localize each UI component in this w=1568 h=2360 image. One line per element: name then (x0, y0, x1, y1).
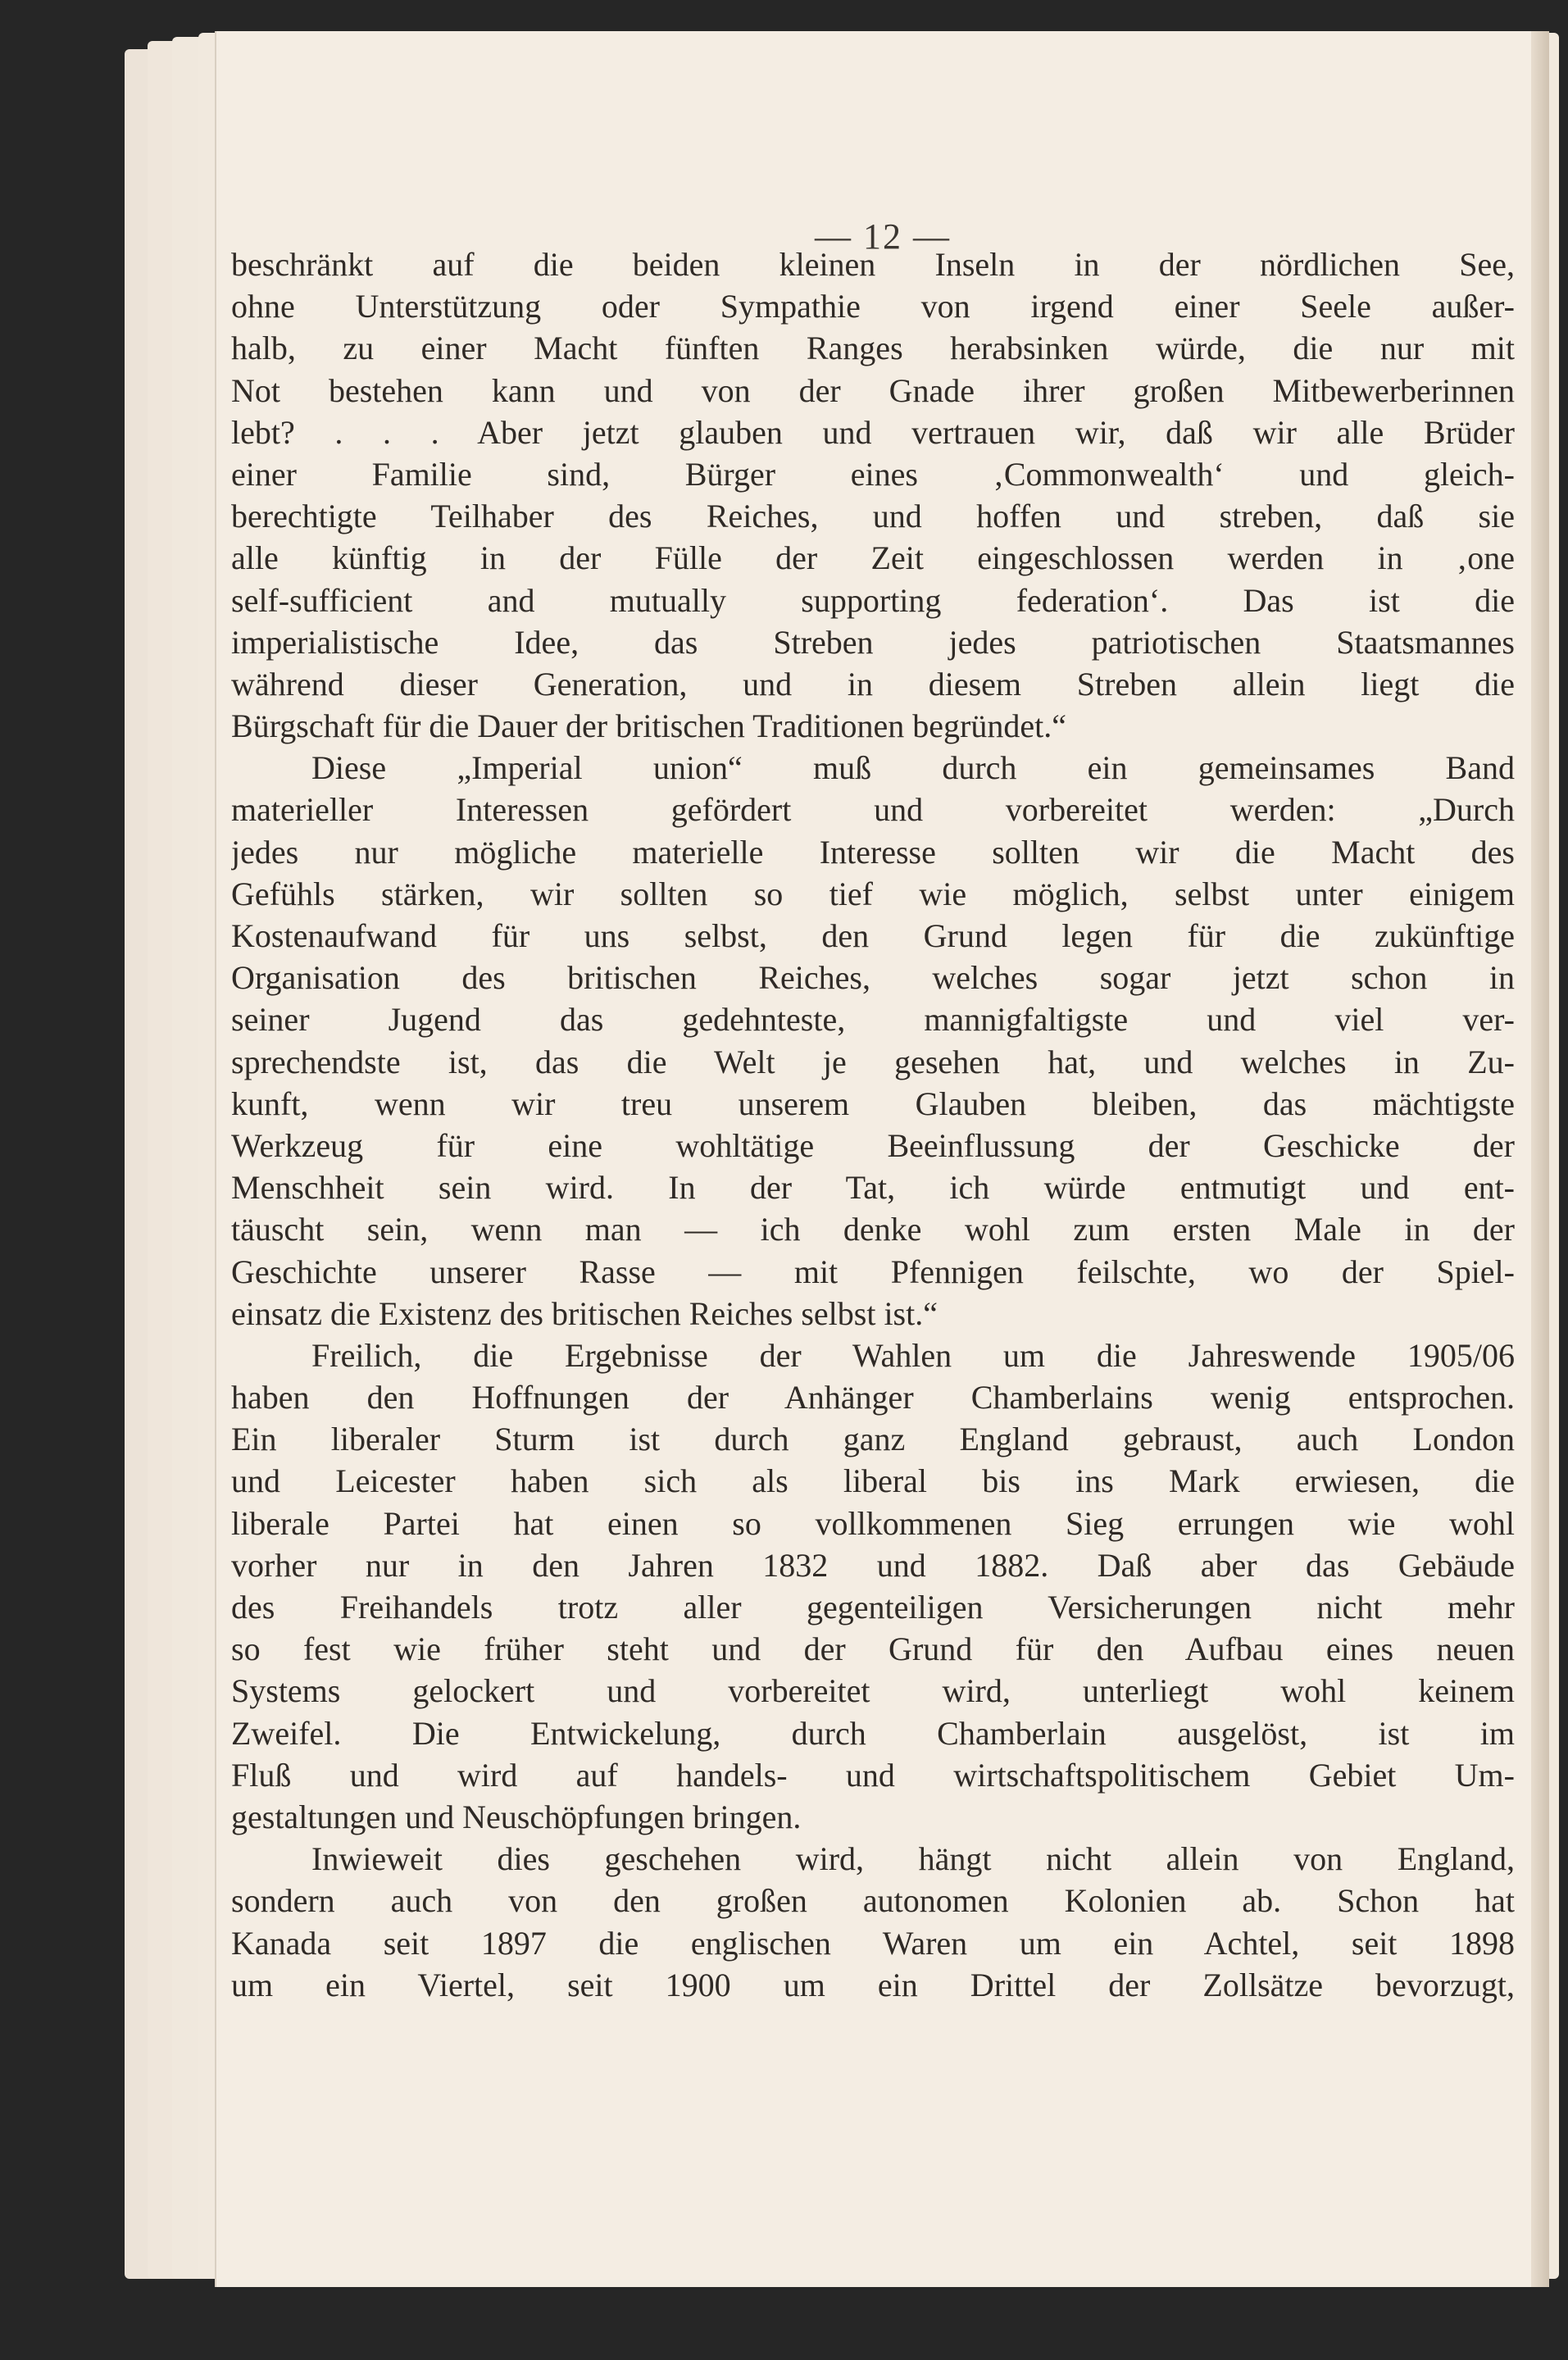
text-line: Organisation des britischen Reiches, welches sogar jetzt schon in (231, 959, 1515, 997)
text-line: Kanada seit 1897 die englischen Waren um ein Achtel, seit 1898 (231, 1924, 1515, 1962)
text-line: beschränkt auf die beiden kleinen Inseln in der nördlichen See, (231, 246, 1515, 283)
body-text (231, 243, 1515, 2006)
text-line: haben den Hoffnungen der Anhänger Chamberlains wenig entsprochen. (231, 1379, 1515, 1416)
text-line: Gefühls stärken, wir sollten so tief wie möglich, selbst unter einigem (231, 875, 1515, 912)
text-line: seiner Jugend das gedehnteste, mannigfaltigste und viel ver- (231, 1001, 1515, 1039)
text-line: alle künftig in der Fülle der Zeit eingeschlossen werden in ‚one (231, 539, 1515, 577)
text-line: Systems gelockert und vorbereitet wird, unterliegt wohl keinem (231, 1672, 1515, 1710)
text-line: berechtigte Teilhaber des Reiches, und hoffen und streben, daß sie (231, 498, 1515, 535)
text-line: Freilich, die Ergebnisse der Wahlen um die Jahreswende 1905/06 (311, 1336, 1515, 1374)
text-line: lebt? . . . Aber jetzt glauben und vertrauen wir, daß wir alle Brüder (231, 413, 1515, 451)
text-line: Werkzeug für eine wohltätige Beeinflussung der Geschicke der (231, 1126, 1515, 1164)
text-line: Zweifel. Die Entwickelung, durch Chamberlain ausgelöst, ist im (231, 1714, 1515, 1752)
text-line: Not bestehen kann und von der Gnade ihrer großen Mitbewerberinnen (231, 371, 1515, 409)
text-line: einsatz die Existenz des britischen Reiches selbst ist.“ (231, 1294, 938, 1332)
text-line: halb, zu einer Macht fünften Ranges herabsinken würde, die nur mit (231, 330, 1515, 367)
text-line: einer Familie sind, Bürger eines ‚Commonwealth‘ und gleich- (231, 455, 1515, 493)
text-line: sprechendste ist, das die Welt je gesehen hat, und welches in Zu- (231, 1043, 1515, 1080)
page-number: — 12 — (815, 216, 951, 257)
text-line: täuscht sein, wenn man — ich denke wohl zum ersten Male in der (231, 1211, 1515, 1248)
text-line: jedes nur mögliche materielle Interesse sollten wir die Macht des (231, 833, 1515, 871)
page-gutter (1531, 31, 1549, 2287)
text-line: sondern auch von den großen autonomen Kolonien ab. Schon hat (231, 1882, 1515, 1920)
text-line: und Leicester haben sich als liberal bis ins Mark erwiesen, die (231, 1462, 1515, 1500)
text-line: vorher nur in den Jahren 1832 und 1882. Daß aber das Gebäude (231, 1546, 1515, 1584)
text-line: materieller Interessen gefördert und vorbereitet werden: „Durch (231, 791, 1515, 829)
text-line: ohne Unterstützung oder Sympathie von irgend einer Seele außer- (231, 288, 1515, 325)
text-line: Menschheit sein wird. In der Tat, ich würde entmutigt und ent- (231, 1169, 1515, 1207)
text-line: self-sufficient and mutually supporting federation‘. Das ist die (231, 581, 1515, 619)
text-line: um ein Viertel, seit 1900 um ein Drittel der Zollsätze bevorzugt, (231, 1966, 1515, 2003)
text-line: Fluß und wird auf handels- und wirtschaftspolitischem Gebiet Um- (231, 1756, 1515, 1794)
text-line: so fest wie früher steht und der Grund für den Aufbau eines neuen (231, 1630, 1515, 1668)
text-line: imperialistische Idee, das Streben jedes patriotischen Staatsmannes (231, 623, 1515, 661)
text-line: Kostenaufwand für uns selbst, den Grund legen für die zukünftige (231, 917, 1515, 954)
text-line: Inwieweit dies geschehen wird, hängt nicht allein von England, (311, 1840, 1515, 1878)
text-line: Geschichte unserer Rasse — mit Pfennigen feilschte, wo der Spiel- (231, 1253, 1515, 1290)
text-line: Diese „Imperial union“ muß durch ein gemeinsames Band (311, 749, 1515, 787)
text-line: Ein liberaler Sturm ist durch ganz England gebraust, auch London (231, 1421, 1515, 1458)
text-line: während dieser Generation, und in diesem Streben allein liegt die (231, 665, 1515, 703)
text-line: gestaltungen und Neuschöpfungen bringen. (231, 1798, 802, 1835)
text-line: kunft, wenn wir treu unserem Glauben bleiben, das mächtigste (231, 1085, 1515, 1122)
text-line: des Freihandels trotz aller gegenteiligen Versicherungen nicht mehr (231, 1589, 1515, 1626)
text-line: Bürgschaft für die Dauer der britischen Traditionen begründet.“ (231, 707, 1066, 745)
text-line: liberale Partei hat einen so vollkommenen Sieg errungen wie wohl (231, 1504, 1515, 1542)
